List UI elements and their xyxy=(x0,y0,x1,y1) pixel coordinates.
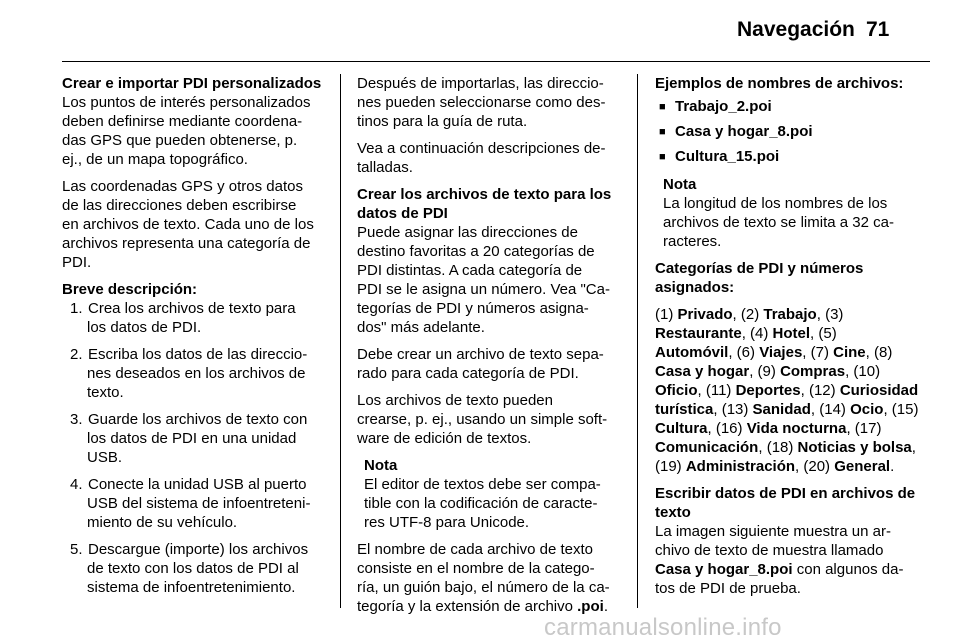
text-line: los datos de PDI en una unidad xyxy=(87,430,297,447)
text-line: El nombre de cada archivo de texto xyxy=(357,541,593,558)
category-name: Compras xyxy=(780,363,846,380)
paragraph xyxy=(62,93,330,169)
text-line: racteres. xyxy=(663,233,722,250)
bullet-icon: ■ xyxy=(659,151,666,163)
category-name: Privado xyxy=(677,306,733,323)
text-line: los datos de PDI. xyxy=(87,319,202,336)
category-name: Oficio xyxy=(655,382,698,399)
paragraph xyxy=(357,540,625,616)
list-item xyxy=(62,345,330,402)
section-heading: datos de PDI xyxy=(357,205,448,222)
text-line: Los archivos de texto pueden xyxy=(357,392,553,409)
page-title: Navegación xyxy=(737,18,855,41)
category-name: Noticias y bolsa xyxy=(797,439,912,456)
section-heading: Crear los archivos de texto para los xyxy=(357,186,612,203)
paragraph xyxy=(655,522,923,598)
list-number: 5. xyxy=(70,541,83,558)
category-name: Restaurante xyxy=(655,325,742,342)
list-number: 3. xyxy=(70,411,83,428)
text-line: en archivos de texto. Cada uno de los xyxy=(62,216,314,233)
text-line: sistema de infoentretenimiento. xyxy=(87,579,296,596)
list-item xyxy=(659,147,923,167)
list-item xyxy=(659,97,923,117)
text-line: destino favoritas a 20 categorías de xyxy=(357,243,595,260)
section-heading: Breve descripción: xyxy=(62,281,198,298)
bullet-list xyxy=(655,97,923,167)
file-extension: .poi xyxy=(577,598,604,615)
text-line: texto. xyxy=(87,384,124,401)
text-line: Guarde los archivos de texto con xyxy=(88,411,308,428)
text-line: Conecte la unidad USB al puerto xyxy=(88,476,307,493)
file-name: Casa y hogar_8.poi xyxy=(655,561,793,578)
category-name: Sanidad xyxy=(752,401,811,418)
text-line: res UTF-8 para Unicode. xyxy=(364,514,530,531)
text-line: Cultura_15.poi xyxy=(675,148,780,165)
column-left xyxy=(62,74,330,597)
category-name: Cultura xyxy=(655,420,708,437)
paragraph xyxy=(357,391,625,448)
text-line: archivos de texto se limita a 32 ca- xyxy=(663,214,894,231)
text-segment: tegoría y la extensión de archivo xyxy=(357,598,578,615)
text-line: Los puntos de interés personalizados xyxy=(62,94,311,111)
section-heading: Categorías de PDI y números xyxy=(655,260,864,277)
text-line: Después de importarlas, las direccio- xyxy=(357,75,604,92)
category-name: Deportes xyxy=(735,382,801,399)
text-line: Descargue (importe) los archivos xyxy=(88,541,309,558)
text-line: ej., de un mapa topográfico. xyxy=(62,151,248,168)
text-line: crearse, p. ej., usando un simple soft- xyxy=(357,411,608,428)
text-line: Las coordenadas GPS y otros datos xyxy=(62,178,303,195)
category-name: turística xyxy=(655,401,714,418)
note-box xyxy=(655,175,923,251)
page-header xyxy=(0,0,960,64)
paragraph xyxy=(357,139,625,177)
note-title: Nota xyxy=(663,176,697,193)
text-line: de las direcciones deben escribirse xyxy=(62,197,297,214)
footer-watermark: carmanualsonline.info xyxy=(544,614,782,641)
category-name: Hotel xyxy=(772,325,811,342)
text-line: Debe crear un archivo de texto sepa- xyxy=(357,346,604,363)
category-name: Comunicación xyxy=(655,439,759,456)
text-line: La imagen siguiente muestra un ar- xyxy=(655,523,891,540)
section-heading: texto xyxy=(655,504,691,521)
text-line: USB del sistema de infoentreteni- xyxy=(87,495,311,512)
note-title: Nota xyxy=(364,457,398,474)
text-line: das GPS que pueden obtenerse, p. xyxy=(62,132,298,149)
text-line: archivos representa una categoría de xyxy=(62,235,311,252)
category-list: (1) Privado, (2) Trabajo, (3) Restaurante, (4) Hotel, (5) Automóvil, (6) Viajes, (7) Cine, (8) Casa y hogar, (9) Compras, (10) Oficio, (11) Deportes, (12) Curiosidad turística, (13) Sanidad, (14) Ocio, (15) Cultura, (16) Vida nocturna, (17) Comunicación, (18) Noticias y bolsa, (19) Administración, (20) General. xyxy=(655,306,919,475)
list-item xyxy=(62,540,330,597)
paragraph xyxy=(62,177,330,272)
list-item xyxy=(659,122,923,142)
column-divider-1 xyxy=(340,74,341,608)
text-segment: con algunos da- xyxy=(792,561,904,578)
text-line: rado para cada categoría de PDI. xyxy=(357,365,579,382)
text-line: Escriba los datos de las direccio- xyxy=(88,346,308,363)
note-box xyxy=(357,456,625,532)
category-name: General xyxy=(834,458,891,475)
section-heading: Ejemplos de nombres de archivos: xyxy=(655,75,904,92)
text-line: talladas. xyxy=(357,159,413,176)
text-line: nes deseados en los archivos de xyxy=(87,365,306,382)
text-line: PDI. xyxy=(62,254,92,271)
category-name: Administración xyxy=(685,458,796,475)
column-middle xyxy=(357,74,625,616)
paragraph xyxy=(357,74,625,131)
text-line: tinos para la guía de ruta. xyxy=(357,113,528,130)
page-number: 71 xyxy=(866,18,890,41)
category-name: Ocio xyxy=(850,401,884,418)
list-item xyxy=(62,299,330,337)
list-item xyxy=(62,410,330,467)
text-line: Casa y hogar_8.poi xyxy=(675,123,813,140)
text-line: USB. xyxy=(87,449,123,466)
category-name: Viajes xyxy=(759,344,803,361)
list-number: 1. xyxy=(70,300,83,317)
text-line: nes pueden seleccionarse como des- xyxy=(357,94,606,111)
text-line: consiste en el nombre de la catego- xyxy=(357,560,595,577)
text-line: Crea los archivos de texto para xyxy=(88,300,296,317)
section-heading: Escribir datos de PDI en archivos de xyxy=(655,485,916,502)
text-line: El editor de textos debe ser compa- xyxy=(364,476,601,493)
text-line: Vea a continuación descripciones de- xyxy=(357,140,606,157)
column-right xyxy=(655,74,923,598)
text-line: PDI distintas. A cada categoría de xyxy=(357,262,583,279)
text-line: miento de su vehículo. xyxy=(87,514,238,531)
text-line: de texto con los datos de PDI al xyxy=(87,560,299,577)
paragraph xyxy=(357,345,625,383)
column-divider-2 xyxy=(637,74,638,608)
text-line: PDI se le asigna un número. Vea "Ca- xyxy=(357,281,610,298)
paragraph xyxy=(357,223,625,337)
text-line: Puede asignar las direcciones de xyxy=(357,224,578,241)
text-line: chivo de texto de muestra llamado xyxy=(655,542,884,559)
category-name: Trabajo xyxy=(763,306,817,323)
text-segment: . xyxy=(603,598,608,615)
text-line: dos" más adelante. xyxy=(357,319,485,336)
header-divider xyxy=(62,61,930,62)
list-number: 2. xyxy=(70,346,83,363)
text-line: tos de PDI de prueba. xyxy=(655,580,801,597)
category-name: Casa y hogar xyxy=(655,363,750,380)
bullet-icon: ■ xyxy=(659,126,666,138)
text-line: tegorías de PDI y números asigna- xyxy=(357,300,589,317)
text-line: Trabajo_2.poi xyxy=(675,98,772,115)
category-name: Cine xyxy=(833,344,866,361)
text-line: La longitud de los nombres de los xyxy=(663,195,888,212)
text-line: ría, un guión bajo, el número de la ca- xyxy=(357,579,610,596)
numbered-list xyxy=(62,299,330,597)
list-number: 4. xyxy=(70,476,83,493)
text-line: deben definirse mediante coordena- xyxy=(62,113,303,130)
category-name: Automóvil xyxy=(655,344,729,361)
bullet-icon: ■ xyxy=(659,101,666,113)
list-item xyxy=(62,475,330,532)
section-heading: asignados: xyxy=(655,279,735,296)
section-heading: Crear e importar PDI personalizados xyxy=(62,75,322,92)
category-name: Curiosidad xyxy=(839,382,919,399)
text-line: ware de edición de textos. xyxy=(357,430,532,447)
category-name: Vida nocturna xyxy=(746,420,847,437)
text-line: tible con la codificación de caracte- xyxy=(364,495,598,512)
